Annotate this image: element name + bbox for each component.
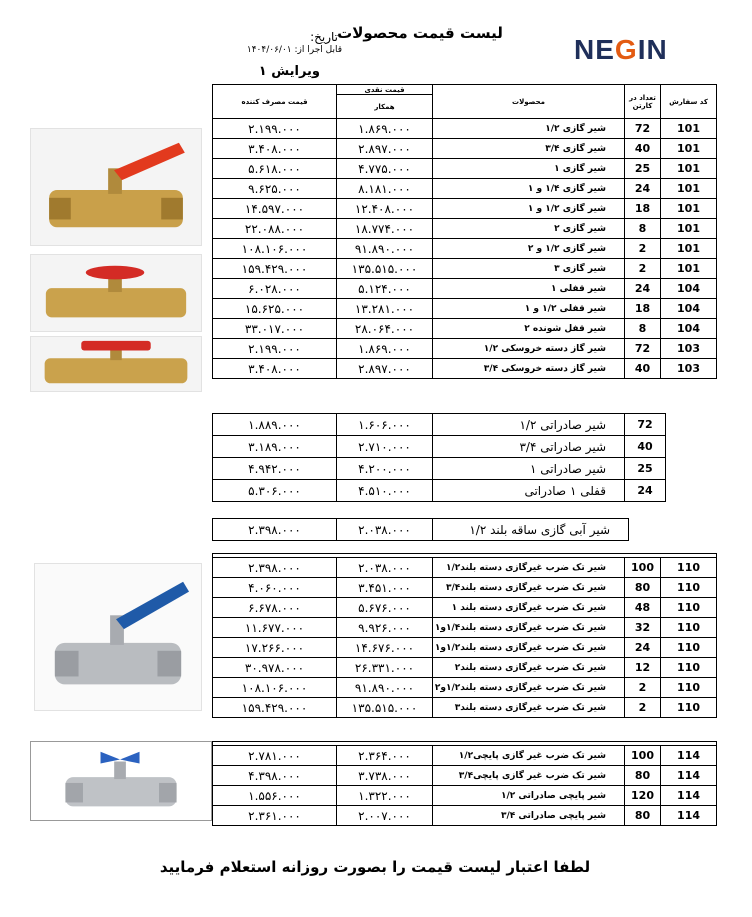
partner-price: ۱۲.۴۰۸.۰۰۰: [337, 199, 433, 219]
product-name: شیر قفلی ۱: [433, 279, 625, 299]
consumer-price: ۲۲.۰۸۸.۰۰۰: [213, 219, 337, 239]
product-name: شیر قفل شونده ۲: [433, 319, 625, 339]
partner-price: ۱.۳۲۲.۰۰۰: [337, 786, 433, 806]
qty-per-carton: 24: [625, 480, 666, 502]
order-code: 101: [661, 139, 717, 159]
order-code: 110: [661, 578, 717, 598]
order-code: 114: [661, 786, 717, 806]
order-code: 104: [661, 299, 717, 319]
consumer-price: ۳.۴۰۸.۰۰۰: [213, 139, 337, 159]
product-name: قفلی ۱ صادراتی: [433, 480, 625, 502]
consumer-price: ۱.۸۸۹.۰۰۰: [213, 414, 337, 436]
partner-price: ۹.۹۲۶.۰۰۰: [337, 618, 433, 638]
qty-per-carton: 40: [625, 139, 661, 159]
qty-per-carton: 72: [625, 414, 666, 436]
partner-price: ۲۸.۰۶۴.۰۰۰: [337, 319, 433, 339]
qty-per-carton: 100: [625, 558, 661, 578]
partner-price: ۱۸.۷۷۴.۰۰۰: [337, 219, 433, 239]
table-row: [213, 199, 717, 219]
order-code: 104: [661, 279, 717, 299]
product-name: شیر پایچی صادراتی ۱/۲: [433, 786, 625, 806]
qty-per-carton: 72: [625, 119, 661, 139]
partner-price: ۱۳.۲۸۱.۰۰۰: [337, 299, 433, 319]
partner-price: ۹۱.۸۹۰.۰۰۰: [337, 678, 433, 698]
product-name: شیر تک ضرب غیرگازی دسته بلند۱/۲و۲: [433, 678, 625, 698]
logo-text-prefix: NE: [574, 34, 615, 65]
price-table-export: [212, 413, 666, 502]
partner-price: ۳.۷۳۸.۰۰۰: [337, 766, 433, 786]
partner-price: ۱.۶۰۶.۰۰۰: [337, 414, 433, 436]
product-name: شیر صادراتی ۱/۲: [433, 414, 625, 436]
order-code: 101: [661, 159, 717, 179]
product-name: شیر تک ضرب غیرگازی دسته بلند۳: [433, 698, 625, 718]
consumer-price: ۱۵۹.۴۲۹.۰۰۰: [213, 698, 337, 718]
logo-text-suffix: IN: [637, 34, 668, 65]
code-header: کد سفارش: [661, 85, 717, 119]
consumer-price: ۳۳.۰۱۷.۰۰۰: [213, 319, 337, 339]
qty-per-carton: 100: [625, 746, 661, 766]
product-name: شیر گازی ۳/۴: [433, 139, 625, 159]
qty-per-carton: 8: [625, 219, 661, 239]
consumer-price: ۲.۳۶۱.۰۰۰: [213, 806, 337, 826]
product-name: شیر تک ضرب غیرگازی دسته بلند ۱: [433, 598, 625, 618]
qty-per-carton: 80: [625, 806, 661, 826]
product-header: محصولات: [433, 85, 625, 119]
qty-per-carton: 24: [625, 638, 661, 658]
valve-icon: [31, 337, 201, 391]
consumer-price: ۱۰۸.۱۰۶.۰۰۰: [213, 678, 337, 698]
qty-per-carton: 18: [625, 199, 661, 219]
qty-per-carton: 80: [625, 766, 661, 786]
consumer-price: ۲.۱۹۹.۰۰۰: [213, 119, 337, 139]
table-row: [213, 119, 717, 139]
consumer-price: ۲.۳۹۸.۰۰۰: [213, 519, 337, 541]
qty-per-carton: 48: [625, 598, 661, 618]
qty-per-carton: 32: [625, 618, 661, 638]
product-name: شیر تک ضرب غیر گازی پایچی۳/۴: [433, 766, 625, 786]
table-row: [213, 299, 717, 319]
consumer-price: ۵.۶۱۸.۰۰۰: [213, 159, 337, 179]
partner-price: ۴.۷۷۵.۰۰۰: [337, 159, 433, 179]
partner-price: ۱۳۵.۵۱۵.۰۰۰: [337, 698, 433, 718]
table-row: [213, 598, 717, 618]
partner-price: ۱.۸۶۹.۰۰۰: [337, 339, 433, 359]
table-row: [213, 480, 666, 502]
product-name: شیر گازی ۱/۲: [433, 119, 625, 139]
consumer-price: ۶.۶۷۸.۰۰۰: [213, 598, 337, 618]
cash-price-header: قیمت نقدی: [337, 85, 433, 95]
table-row: [213, 698, 717, 718]
table-row: [213, 519, 629, 541]
product-name: شیر تک ضرب غیرگازی دسته بلند۱/۲و۱: [433, 638, 625, 658]
qty-per-carton: 2: [625, 678, 661, 698]
qty-per-carton: 40: [625, 436, 666, 458]
partner-price: ۹۱.۸۹۰.۰۰۰: [337, 239, 433, 259]
partner-price: ۱۴.۶۷۶.۰۰۰: [337, 638, 433, 658]
consumer-price-header: قیمت مصرف کننده: [213, 85, 337, 119]
table-row: [213, 806, 717, 826]
qty-per-carton: 24: [625, 179, 661, 199]
product-name: شیر گازی ۱/۴ و ۱: [433, 179, 625, 199]
product-name: شیر آبی گازی ساقه بلند ۱/۲: [433, 519, 629, 541]
consumer-price: ۵.۳۰۶.۰۰۰: [213, 480, 337, 502]
product-name: شیر گازی ۱/۲ و ۲: [433, 239, 625, 259]
consumer-price: ۳۰.۹۷۸.۰۰۰: [213, 658, 337, 678]
consumer-price: ۲.۱۹۹.۰۰۰: [213, 339, 337, 359]
qty-per-carton: 2: [625, 698, 661, 718]
order-code: 101: [661, 179, 717, 199]
qty-per-carton: 25: [625, 458, 666, 480]
product-name: شیر صادراتی ۱: [433, 458, 625, 480]
negin-logo: [574, 34, 714, 66]
order-code: 110: [661, 698, 717, 718]
product-name: شیر گاز دسته خروسکی ۱/۲: [433, 339, 625, 359]
consumer-price: ۹.۶۲۵.۰۰۰: [213, 179, 337, 199]
table-row: [213, 279, 717, 299]
order-code: 103: [661, 359, 717, 379]
product-name: شیر پایچی صادراتی ۳/۴: [433, 806, 625, 826]
partner-price: ۲.۸۹۷.۰۰۰: [337, 359, 433, 379]
order-code: 103: [661, 339, 717, 359]
valve-icon: [31, 129, 201, 245]
order-code: 104: [661, 319, 717, 339]
table-row: [213, 458, 666, 480]
product-name: شیر قفلی ۱/۲ و ۱: [433, 299, 625, 319]
partner-price: ۲.۰۳۸.۰۰۰: [337, 558, 433, 578]
partner-price: ۲.۰۰۷.۰۰۰: [337, 806, 433, 826]
qty-per-carton: 40: [625, 359, 661, 379]
table-row: [213, 219, 717, 239]
table-row: [213, 678, 717, 698]
qty-per-carton: 120: [625, 786, 661, 806]
table-row: [213, 359, 717, 379]
table-row: [213, 618, 717, 638]
consumer-price: ۲.۷۸۱.۰۰۰: [213, 746, 337, 766]
product-name: شیر گازی ۱/۲ و ۱: [433, 199, 625, 219]
order-code: 101: [661, 219, 717, 239]
table-row: [213, 259, 717, 279]
table-row: [213, 159, 717, 179]
order-code: 110: [661, 678, 717, 698]
product-name: شیر تک ضرب غیر گازی پایچی۱/۲: [433, 746, 625, 766]
consumer-price: ۴.۳۹۸.۰۰۰: [213, 766, 337, 786]
partner-price-header: همکار: [337, 95, 433, 119]
partner-price: ۲.۷۱۰.۰۰۰: [337, 436, 433, 458]
consumer-price: ۱۴.۵۹۷.۰۰۰: [213, 199, 337, 219]
partner-price: ۲.۳۶۴.۰۰۰: [337, 746, 433, 766]
order-code: 114: [661, 806, 717, 826]
chrome-valve-blue-butterfly-photo: [30, 741, 212, 821]
price-table-male-female: [212, 741, 717, 826]
table-row: [213, 179, 717, 199]
consumer-price: ۱۰۸.۱۰۶.۰۰۰: [213, 239, 337, 259]
consumer-price: ۱.۵۵۶.۰۰۰: [213, 786, 337, 806]
brass-valve-red-tee-photo: [30, 254, 202, 332]
table-row: [213, 766, 717, 786]
version-label: ویرایش ۱: [258, 64, 320, 79]
price-table-long-stem: [212, 518, 629, 541]
partner-price: ۱۳۵.۵۱۵.۰۰۰: [337, 259, 433, 279]
product-name: شیر گازی ۲: [433, 219, 625, 239]
table-row: [213, 786, 717, 806]
consumer-price: ۴.۰۶۰.۰۰۰: [213, 578, 337, 598]
order-code: 101: [661, 239, 717, 259]
qty-header: تعداد در کارتن: [625, 85, 661, 119]
table-row: [213, 414, 666, 436]
product-name: شیر گاز دسته خروسکی ۳/۴: [433, 359, 625, 379]
order-code: 101: [661, 199, 717, 219]
product-name: شیر صادراتی ۳/۴: [433, 436, 625, 458]
qty-per-carton: 8: [625, 319, 661, 339]
chrome-valve-blue-lever-photo: [34, 563, 202, 711]
partner-price: ۵.۱۲۴.۰۰۰: [337, 279, 433, 299]
qty-per-carton: 2: [625, 239, 661, 259]
product-name: شیر تک ضرب غیرگازی دسته بلند۱/۴و۱: [433, 618, 625, 638]
consumer-price: ۳.۴۰۸.۰۰۰: [213, 359, 337, 379]
order-code: 110: [661, 598, 717, 618]
product-name: شیر گازی ۱: [433, 159, 625, 179]
partner-price: ۱.۸۶۹.۰۰۰: [337, 119, 433, 139]
qty-per-carton: 25: [625, 159, 661, 179]
valve-icon: [35, 564, 201, 710]
consumer-price: ۱۱.۶۷۷.۰۰۰: [213, 618, 337, 638]
partner-price: ۲.۸۹۷.۰۰۰: [337, 139, 433, 159]
brass-valve-red-lever-photo: [30, 128, 202, 246]
table-row: [213, 339, 717, 359]
table-row: [213, 746, 717, 766]
page-title: لیست قیمت محصولات: [337, 24, 503, 42]
price-table-main: [212, 84, 717, 379]
partner-price: ۴.۵۱۰.۰۰۰: [337, 480, 433, 502]
order-code: 101: [661, 259, 717, 279]
product-name: شیر تک ضرب غیرگازی دسته بلند۲: [433, 658, 625, 678]
consumer-price: ۳.۱۸۹.۰۰۰: [213, 436, 337, 458]
table-row: [213, 436, 666, 458]
table-row: [213, 638, 717, 658]
product-name: شیر گازی ۳: [433, 259, 625, 279]
footer-notice: لطفا اعتبار لیست قیمت را بصورت روزانه استعلام فرمایید: [159, 858, 591, 876]
table-row: [213, 578, 717, 598]
valve-icon: [31, 742, 211, 820]
consumer-price: ۱۵۹.۴۲۹.۰۰۰: [213, 259, 337, 279]
table-row: [213, 658, 717, 678]
table-row: [213, 558, 717, 578]
consumer-price: ۴.۹۴۲.۰۰۰: [213, 458, 337, 480]
consumer-price: ۲.۳۹۸.۰۰۰: [213, 558, 337, 578]
qty-per-carton: 18: [625, 299, 661, 319]
order-code: 114: [661, 766, 717, 786]
price-table-single-stroke: [212, 553, 717, 718]
table-row: [213, 319, 717, 339]
qty-per-carton: 72: [625, 339, 661, 359]
order-code: 110: [661, 558, 717, 578]
qty-per-carton: 24: [625, 279, 661, 299]
order-code: 101: [661, 119, 717, 139]
order-code: 110: [661, 638, 717, 658]
order-code: 114: [661, 746, 717, 766]
product-name: شیر تک ضرب غیرگازی دسته بلند۳/۴: [433, 578, 625, 598]
partner-price: ۴.۲۰۰.۰۰۰: [337, 458, 433, 480]
partner-price: ۵.۶۷۶.۰۰۰: [337, 598, 433, 618]
valve-icon: [31, 255, 201, 331]
qty-per-carton: 12: [625, 658, 661, 678]
logo-g-mark: G: [614, 34, 638, 65]
brass-valve-red-tee-small-photo: [30, 336, 202, 392]
date-label: تاریخ:: [310, 30, 338, 44]
effective-date: قابل اجرا از: ۱۴۰۴/۰۶/۰۱: [246, 45, 342, 55]
consumer-price: ۶.۰۲۸.۰۰۰: [213, 279, 337, 299]
table-row: [213, 139, 717, 159]
partner-price: ۳.۴۵۱.۰۰۰: [337, 578, 433, 598]
order-code: 110: [661, 658, 717, 678]
consumer-price: ۱۵.۶۲۵.۰۰۰: [213, 299, 337, 319]
consumer-price: ۱۷.۲۶۶.۰۰۰: [213, 638, 337, 658]
partner-price: ۲۶.۳۳۱.۰۰۰: [337, 658, 433, 678]
qty-per-carton: 80: [625, 578, 661, 598]
order-code: 110: [661, 618, 717, 638]
qty-per-carton: 2: [625, 259, 661, 279]
partner-price: ۸.۱۸۱.۰۰۰: [337, 179, 433, 199]
product-name: شیر تک ضرب غیرگازی دسته بلند۱/۲: [433, 558, 625, 578]
table-row: [213, 239, 717, 259]
partner-price: ۲.۰۳۸.۰۰۰: [337, 519, 433, 541]
